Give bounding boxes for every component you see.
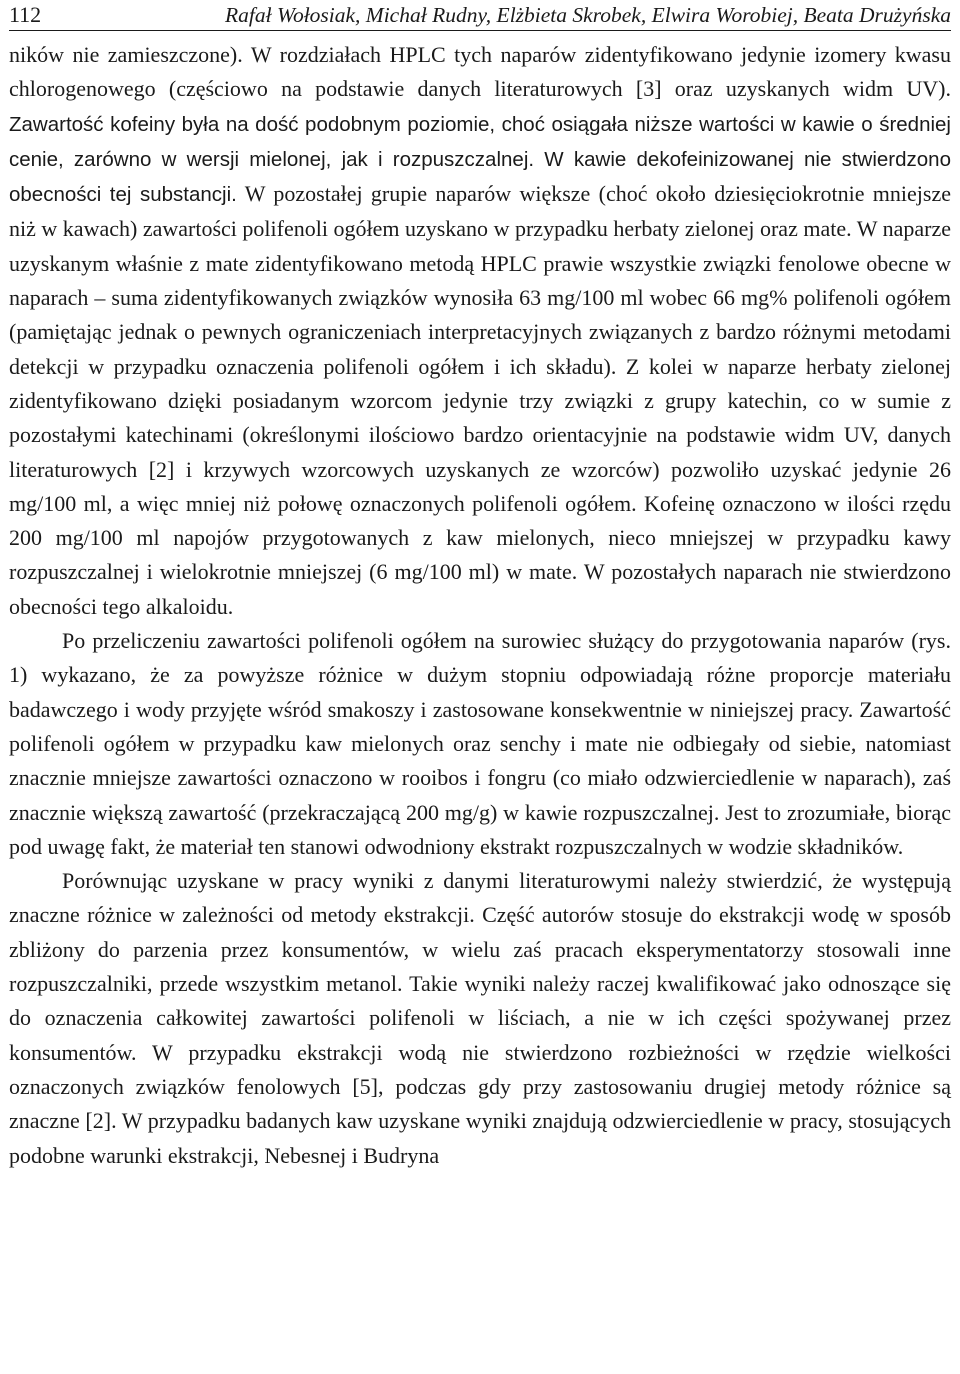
paragraph: Po przeliczeniu zawartości polifenoli ogółem na surowiec służący do przygotowania naparów (rys. 1) wykazano, że za powyższe różnice w dużym stopniu odpowiadają różne proporcje materiału badawczego i wody przyjęte wśród smakoszy i zastosowane konsekwentnie w niniejszej pracy. Zawartość polifenoli ogółem w przypadku kaw mielonych oraz senchy i mate nie odbiegały od siebie, natomiast znacznie mniejsze zawartości oznaczono w rooibos i fongru (co miało odzwierciedlenie w naparach), zaś znacznie większą zawartość (przekraczającą 200 mg/g) w kawie rozpuszczalnej. Jest to zrozumiałe, biorąc pod uwagę fakt, że materiał ten stanowi odwodniony ekstrakt rozpuszczalnych w wodzie składników. [9,628,951,859]
paragraph [9,38,951,624]
page-number: 112 [9,2,42,27]
paragraph-segment: ników nie zamieszczone). W rozdziałach HPLC tych naparów zidentyfikowano jedynie izomery kwasu chlorogenowego (częściowo na podstawie danych literaturowych [3] oraz uzyskanych widm UV). [9,42,951,102]
paragraph-segment: W pozostałej grupie naparów większe (choć około dziesięciokrotnie mniejsze niż w kawach) zawartości polifenoli ogółem uzyskano w przypadku herbaty zielonej oraz mate. W naparze uzyskanym właśnie z mate zidentyfikowano metodą HPLC prawie wszystkie związki fenolowe obecne w naparach – suma zidentyfikowanych związków wynosiła 63 mg/100 ml wobec 66 mg% polifenoli ogółem (pamiętając jednak o pewnych ograniczeniach interpretacyjnych związanych z bardzo różnymi metodami detekcji w przypadku oznaczenia polifenoli ogółem i ich składu). Z kolei w naparze herbaty zielonej zidentyfikowano dzięki posiadanym wzorcom jedynie trzy związki z grupy katechin, co w sumie z pozostałymi katechinami (określonymi ilościowo bardzo orientacyjnie na podstawie widm UV, danych literaturowych [2] i krzywych wzorcowych uzyskanych ze wzorców) pozwoliło uzyskać jedynie 26 mg/100 ml, a więc mniej niż połowę oznaczonych polifenoli ogółem. Kofeinę oznaczono w ilości rzędu 200 mg/100 ml napojów przygotowanych z kaw mielonych, nieco mniejszej w przypadku kawy rozpuszczalnej i wielokrotnie mniejszej (6 mg/100 ml) w mate. W pozostałych naparach nie stwierdzono obecności tego alkaloidu. [9,181,951,619]
running-head-authors: Rafał Wołosiak, Michał Rudny, Elżbieta Skrobek, Elwira Worobiej, Beata Drużyńska [225,3,951,27]
running-header [9,0,951,31]
document-page [9,0,951,1173]
body-text [9,38,951,1173]
paragraph: Porównując uzyskane w pracy wyniki z danymi literaturowymi należy stwierdzić, że występują znaczne różnice w zależności od metody ekstrakcji. Część autorów stosuje do ekstrakcji wodę w sposób zbliżony do parzenia przez konsumentów, w wielu zaś pracach eksperymentatorzy stosowali inne rozpuszczalniki, przede wszystkim metanol. Takie wyniki należy raczej kwalifikować jako odnoszące się do oznaczenia całkowitej zawartości polifenoli w liściach, a nie w ich części spożywanej przez konsumentów. W przypadku ekstrakcji wodą nie stwierdzono rozbieżności w rzędzie wielkości oznaczonych związków fenolowych [5], podczas gdy przy zastosowaniu drugiej metody różnice są znaczne [2]. W przypadku badanych kaw uzyskane wyniki znajdują odzwierciedlenie w pracy, stosujących podobne warunki ekstrakcji, Nebesnej i Budryna [9,868,951,1168]
paragraph-segment: Zawartość kofeiny była na dość podobnym poziomie, choć osiągała niższe wartości w kawie o średniej cenie, zarówno w wersji mielonej, jak i rozpuszczalnej. W kawie dekofeinizowanej nie stwierdzono obecności tej substancji. [9,112,951,207]
